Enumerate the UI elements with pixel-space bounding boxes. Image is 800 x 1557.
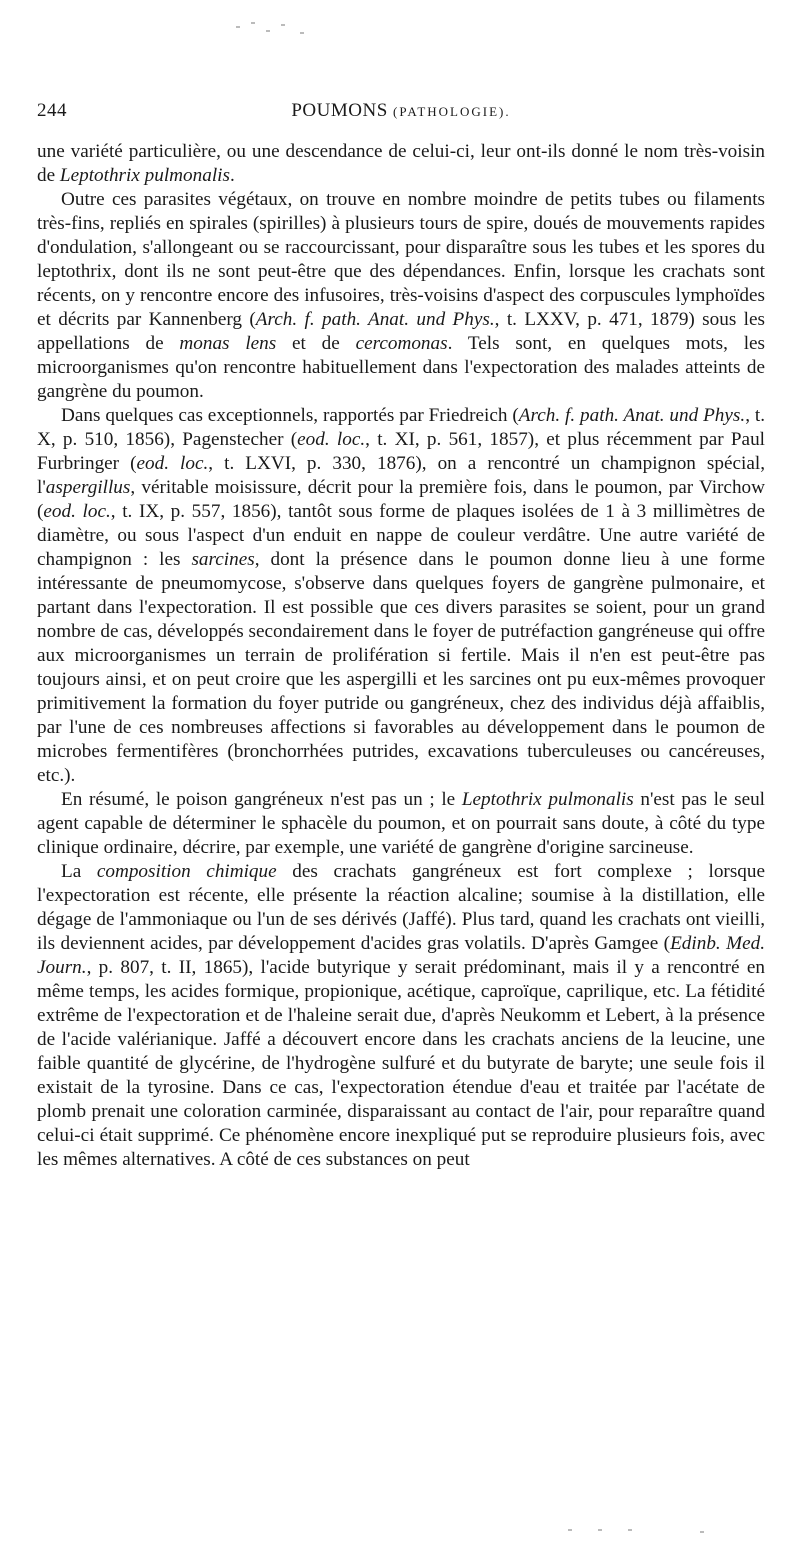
body-text xyxy=(37,140,765,1172)
paragraph-2: Outre ces parasites végétaux, on trouve en nombre moindre de petits tubes ou filaments très-fins, repliés en spirales (spirilles) à plusieurs tours de spire, doués de mouvements rapides d'ondulation, s'allongeant ou se raccourcissant, pour disparaître sous les tubes et les spores du leptothrix, dont ils ne sont peut-être que des dépendances. Enfin, lorsque les crachats sont récents, on y rencontre encore des infusoires, très-voisins d'aspect des corpuscules lymphoïdes et décrits par Kannenberg (Arch. f. path. Anat. und Phys., t. LXXV, p. 471, 1879) sous les appellations de monas lens et de cercomonas. Tels sont, en quelques mots, les microorganismes qu'on rencontre habituellement dans l'expectoration des malades atteints de gangrène du poumon. xyxy=(37,189,766,402)
running-head-title xyxy=(37,100,765,122)
section-subtitle: (PATHOLOGIE). xyxy=(393,104,511,119)
paragraph-5: La composition chimique des crachats gangréneux est fort complexe ; lorsque l'expectoration est récente, elle présente la réaction alcaline; soumise à la distillation, elle dégage de l'ammoniaque ou l'un de ses dérivés (Jaffé). Plus tard, quand les crachats ont vieilli, ils deviennent acides, par développement d'acides gras volatils. D'après Gamgee (Edinb. Med. Journ., p. 807, t. II, 1865), l'acide butyrique y serait prédominant, mais il y a rencontré en même temps, les acides formique, propionique, acétique, caproïque, caprilique, etc. La fétidité extrême de l'expectoration et de l'haleine serait due, d'après Neukomm et Lebert, à la présence de l'acide valérianique. Jaffé a découvert encore dans les crachats anciens de la leucine, une faible quantité de glycérine, de l'hydrogène sulfuré et du butyrate de baryte; une seule fois il existait de la tyrosine. Dans ce cas, l'expectoration étendue d'eau et traitée par l'acétate de plomb prenait une coloration carminée, disparaissant au contact de l'air, pour reparaître quand celui-ci était supprimé. Ce phénomène encore inexpliqué put se reproduire plusieurs fois, avec les mêmes alternatives. A côté de ces substances on peut xyxy=(37,861,765,1170)
running-head xyxy=(37,100,765,130)
paragraph-4: En résumé, le poison gangréneux n'est pas un ; le Leptothrix pulmonalis n'est pas le seul agent capable de déterminer le sphacèle du poumon, et on pourrait sans doute, à côté du type clinique ordinaire, décrire, par exemple, une variété de gangrène d'origine sarcineuse. xyxy=(37,789,766,858)
page-number: 244 xyxy=(37,100,67,121)
paragraph-3: Dans quelques cas exceptionnels, rapportés par Friedreich (Arch. f. path. Anat. und Phys., t. X, p. 510, 1856), Pagenstecher (eod. loc., t. XI, p. 561, 1857), et plus récemment par Paul Furbringer (eod. loc., t. LXVI, p. 330, 1876), on a rencontré un champignon spécial, l'aspergillus, véritable moisissure, décrit pour la première fois, dans le poumon, par Virchow (eod. loc., t. IX, p. 557, 1856), tantôt sous forme de plaques isolées de 1 à 3 millimètres de diamètre, ou sous l'aspect d'un enduit en nappe de couleur verdâtre. Une autre variété de champignon : les sarcines, dont la présence dans le poumon donne lieu à une forme intéressante de pneumomycose, s'observe dans quelques foyers de gangrène pulmonaire, et partant dans l'expectoration. Il est possible que ces divers parasites se soient, pour un grand nombre de cas, développés secondairement dans le foyer de putréfaction gangréneuse qui offre aux microorganismes un terrain de prolifération si fertile. Mais il n'en est peut-être pas toujours ainsi, et on peut croire que les aspergilli et les sarcines ont pu eux-mêmes provoquer primitivement la formation du foyer putride ou gangréneux, chez des individus déjà affaiblis, par l'une de ces nombreuses affections si favorables au développement dans le poumon de microbes fermentifères (bronchorrhées putrides, excavations tuberculeuses ou cancéreuses, etc.). xyxy=(37,405,766,786)
scan-specks-bottom xyxy=(0,1525,800,1545)
paragraph-1: une variété particulière, ou une descendance de celui-ci, leur ont-ils donné le nom très-voisin de Leptothrix pulmonalis. xyxy=(37,141,765,186)
scan-specks-top xyxy=(0,20,800,40)
section-title: POUMONS xyxy=(291,100,388,121)
